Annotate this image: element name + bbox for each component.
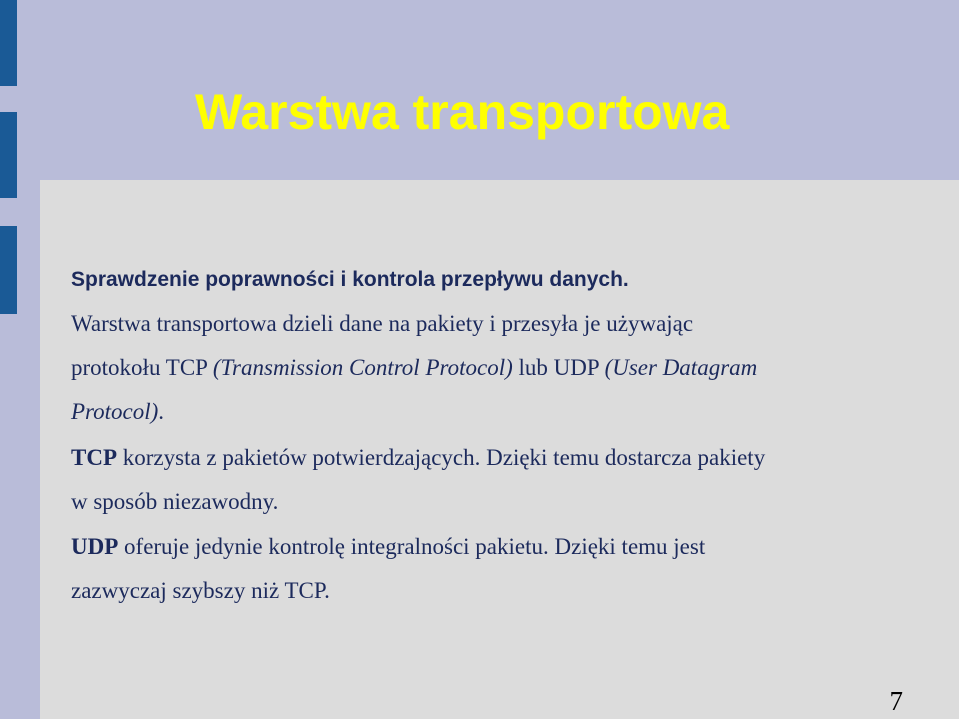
paragraph-3-line-1 [71, 533, 705, 561]
text-span: . [158, 399, 165, 424]
tcp-term: TCP [71, 445, 117, 470]
udp-full-name-part-2: Protocol) [71, 399, 159, 424]
tcp-full-name: (Transmission Control Protocol) [212, 355, 513, 380]
udp-term: UDP [71, 534, 119, 559]
paragraph-1-line-3 [71, 398, 164, 426]
accent-bar-middle [0, 112, 17, 198]
text-span: Warstwa transportowa dzieli dane na pakiety i przesyła je używając [71, 311, 694, 336]
text-span: lub UDP [512, 355, 605, 380]
slide-title: Warstwa transportowa [195, 84, 730, 140]
text-span: protokołu TCP [71, 355, 213, 380]
text-span: oferuje jedynie kontrolę integralności pakietu. Dzięki temu jest [118, 534, 706, 559]
content-heading: Sprawdzenie poprawności i kontrola przepływu danych. [71, 268, 629, 291]
udp-full-name-part-1: (User Datagram [604, 355, 758, 380]
paragraph-3-line-2 [71, 577, 330, 605]
paragraph-1-line-2 [71, 354, 757, 382]
paragraph-2-line-1 [71, 444, 765, 472]
accent-bar-top [0, 0, 17, 86]
paragraph-2-line-2 [71, 488, 278, 516]
page-number: 7 [889, 686, 903, 716]
text-span: zazwyczaj szybszy niż TCP. [71, 578, 330, 603]
accent-bar-bottom [0, 226, 17, 314]
text-span: w sposób niezawodny. [71, 489, 279, 514]
text-span: korzysta z pakietów potwierdzających. Dzięki temu dostarcza pakiety [117, 445, 766, 470]
paragraph-1-line-1 [71, 310, 693, 338]
content-panel [40, 180, 959, 719]
